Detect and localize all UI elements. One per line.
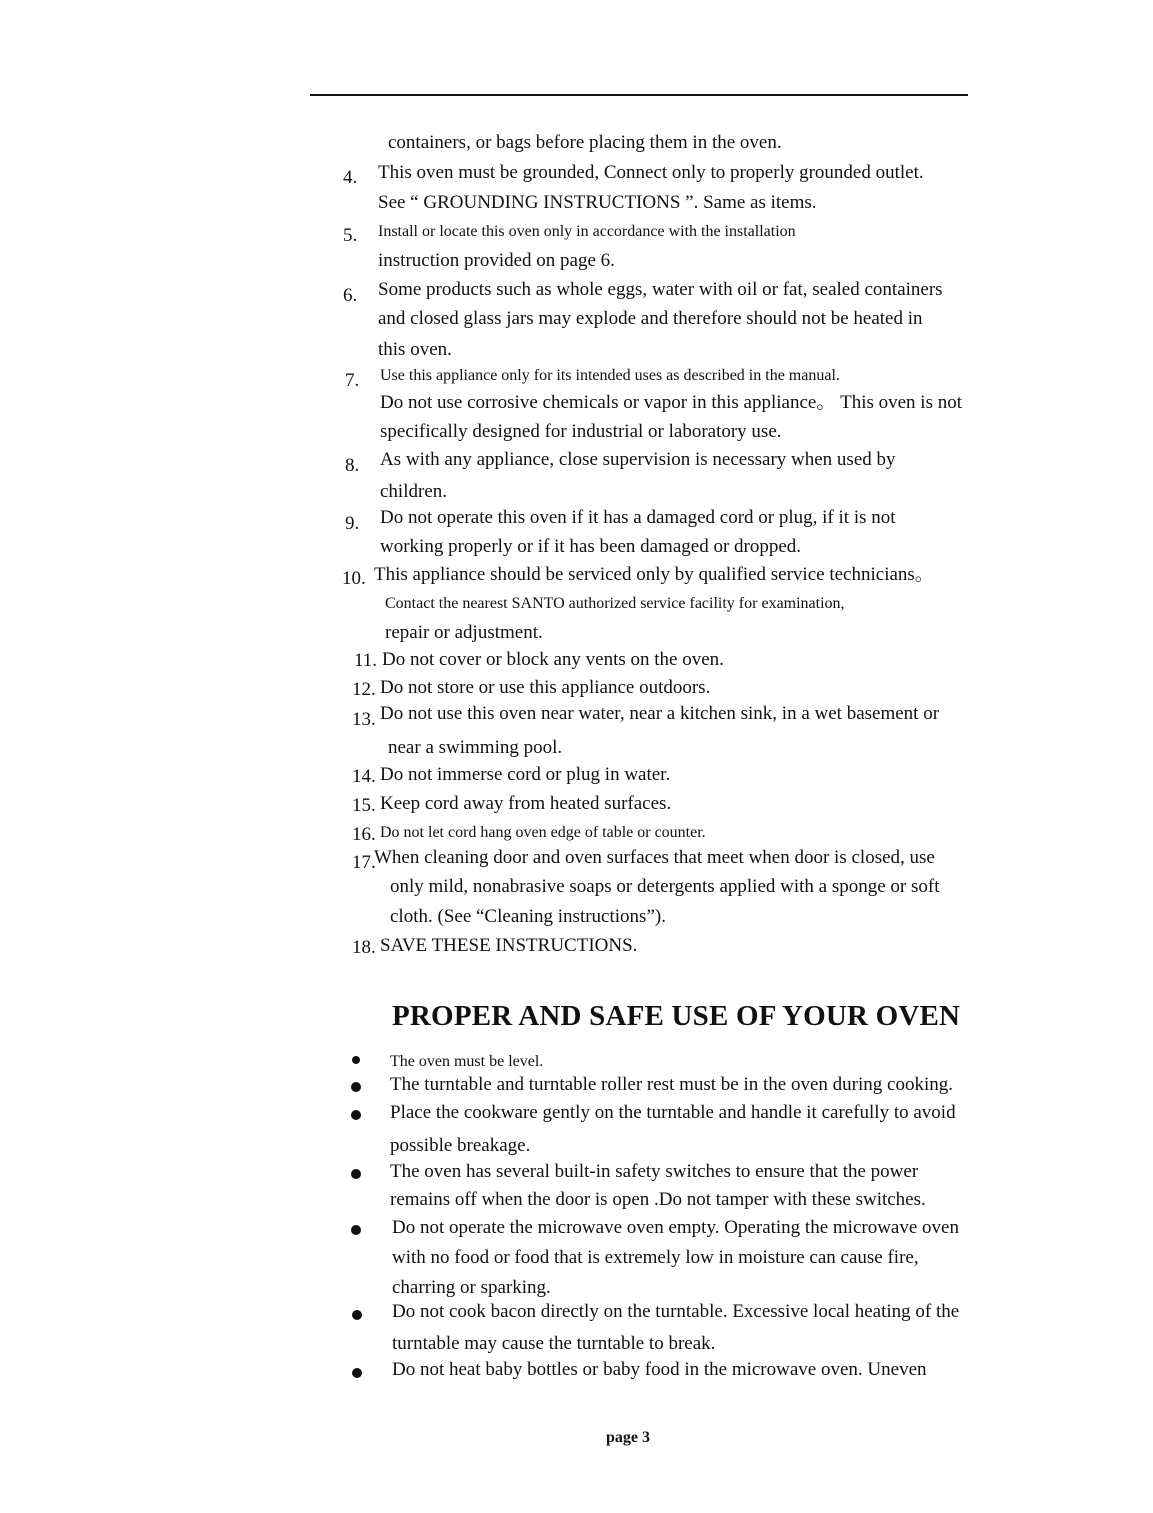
item-number: 11. (354, 650, 378, 671)
bullet-text: Place the cookware gently on the turntable and handle it carefully to avoid (390, 1102, 956, 1123)
bullet-text: remains off when the door is open .Do not tamper with these switches. (390, 1189, 926, 1210)
item-number: 4. (343, 167, 358, 188)
item-text: Contact the nearest SANTO authorized service facility for examination, (385, 595, 845, 612)
item-text: See “ GROUNDING INSTRUCTIONS ”. Same as items. (378, 192, 817, 213)
item-text: When cleaning door and oven surfaces that meet when door is closed, use (374, 847, 935, 868)
header-rule (310, 94, 968, 96)
item-text: instruction provided on page 6. (378, 250, 615, 271)
item-text: Do not let cord hang oven edge of table or counter. (380, 824, 706, 841)
item-number: 15. (352, 795, 376, 816)
item-text: only mild, nonabrasive soaps or detergents applied with a sponge or soft (390, 876, 940, 897)
bullet-dot (351, 1082, 361, 1092)
item-text: Do not use corrosive chemicals or vapor in this appliance。 This oven is not (380, 392, 963, 413)
item-number: 8. (345, 455, 360, 476)
bullet-text: Do not cook bacon directly on the turntable. Excessive local heating of the (392, 1301, 960, 1322)
item-text: As with any appliance, close supervision is necessary when used by (380, 449, 896, 470)
item-text: and closed glass jars may explode and therefore should not be heated in (378, 308, 923, 329)
item-text: Keep cord away from heated surfaces. (380, 793, 672, 814)
intro-line: containers, or bags before placing them in the oven. (388, 132, 782, 153)
section-heading: PROPER AND SAFE USE OF YOUR OVEN (392, 1000, 961, 1032)
item-text: cloth. (See “Cleaning instructions”). (390, 906, 666, 927)
item-number: 12. (352, 679, 376, 700)
item-text: this oven. (378, 339, 452, 360)
bullet-text: Do not heat baby bottles or baby food in the microwave oven. Uneven (392, 1359, 927, 1380)
item-number: 7. (345, 370, 360, 391)
bullet-dot (352, 1310, 362, 1320)
item-text: Do not use this oven near water, near a kitchen sink, in a wet basement or (380, 703, 940, 724)
item-text: working properly or if it has been damaged or dropped. (380, 536, 802, 557)
item-text: Some products such as whole eggs, water with oil or fat, sealed containers (378, 279, 943, 300)
item-text: near a swimming pool. (388, 737, 563, 758)
item-text: SAVE THESE INSTRUCTIONS. (380, 935, 638, 956)
item-number: 13. (352, 709, 376, 730)
item-text: This appliance should be serviced only by qualified service technicians。 (374, 564, 934, 585)
bullet-text: Do not operate the microwave oven empty. Operating the microwave oven (392, 1217, 959, 1238)
item-number: 14. (352, 766, 376, 787)
item-number: 9. (345, 513, 360, 534)
bullet-text: possible breakage. (390, 1135, 531, 1156)
item-number: 16. (352, 824, 376, 845)
item-text: This oven must be grounded, Connect only to properly grounded outlet. (378, 162, 924, 183)
bullet-text: with no food or food that is extremely low in moisture can cause fire, (392, 1247, 919, 1268)
bullet-dot (352, 1368, 362, 1378)
bullet-dot (351, 1225, 361, 1235)
bullet-text: The turntable and turntable roller rest must be in the oven during cooking. (390, 1074, 953, 1095)
bullet-dot (351, 1110, 361, 1120)
item-number: 5. (343, 225, 358, 246)
item-text: Do not cover or block any vents on the oven. (382, 649, 724, 670)
bullet-text: The oven must be level. (390, 1053, 544, 1070)
item-text: Do not store or use this appliance outdoors. (380, 677, 711, 698)
page-number: page 3 (606, 1429, 650, 1446)
item-text: repair or adjustment. (385, 622, 543, 643)
item-text: Install or locate this oven only in accordance with the installation (378, 223, 796, 240)
item-text: specifically designed for industrial or laboratory use. (380, 421, 782, 442)
bullet-dot (352, 1056, 360, 1064)
item-number: 10. (342, 568, 366, 589)
item-number: 17. (352, 852, 376, 873)
item-text: Do not immerse cord or plug in water. (380, 764, 671, 785)
item-text: Use this appliance only for its intended uses as described in the manual. (380, 367, 840, 384)
item-number: 18. (352, 937, 376, 958)
item-text: Do not operate this oven if it has a damaged cord or plug, if it is not (380, 507, 896, 528)
bullet-text: charring or sparking. (392, 1277, 551, 1298)
item-number: 6. (343, 285, 358, 306)
bullet-text: turntable may cause the turntable to break. (392, 1333, 716, 1354)
bullet-dot (351, 1169, 361, 1179)
bullet-text: The oven has several built-in safety switches to ensure that the power (390, 1161, 919, 1182)
item-text: children. (380, 481, 448, 502)
